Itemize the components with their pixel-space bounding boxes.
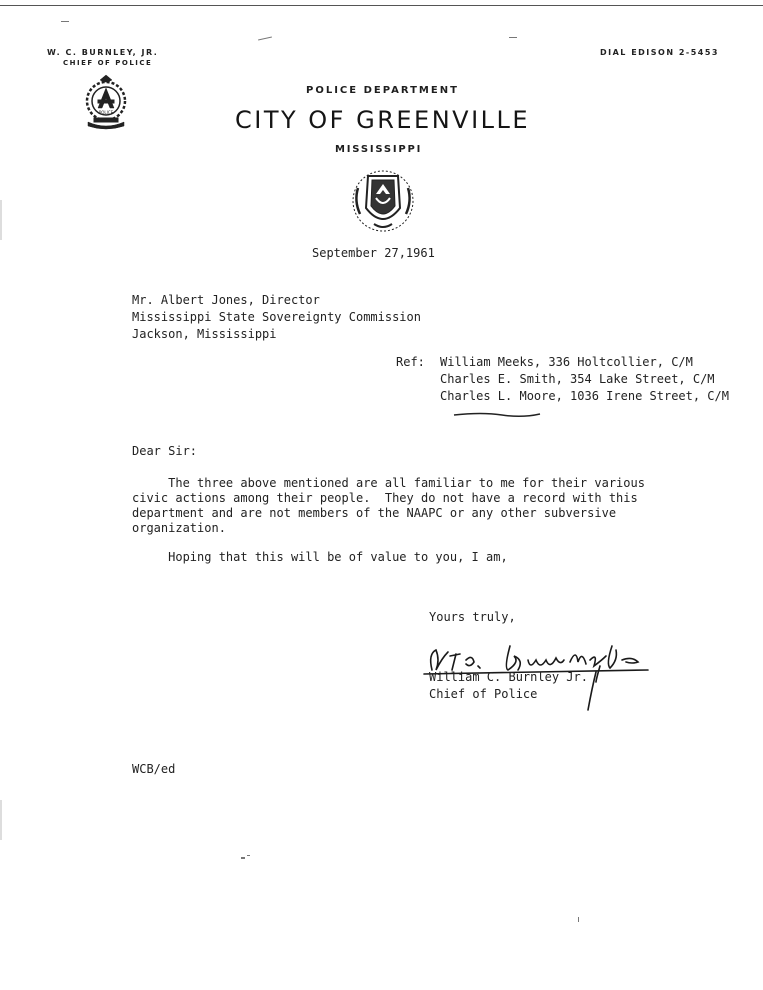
scan-mark xyxy=(61,21,69,22)
body-para-1-line-1: The three above mentioned are all familiar to me for their various xyxy=(132,476,645,490)
scan-edge xyxy=(0,800,2,840)
top-border-line xyxy=(0,5,763,6)
scan-mark xyxy=(578,917,579,922)
scan-mark xyxy=(247,855,250,856)
typist-initials: WCB/ed xyxy=(132,762,176,776)
recipient-line-1: Mr. Albert Jones, Director xyxy=(132,293,320,307)
salutation: Dear Sir: xyxy=(132,444,198,458)
closing: Yours truly, xyxy=(429,610,516,624)
letter-date: September 27,1961 xyxy=(312,246,435,260)
recipient-line-2: Mississippi State Sovereignty Commission xyxy=(132,310,421,324)
state-name: MISSISSIPPI xyxy=(335,144,423,155)
body-para-2: Hoping that this will be of value to you, I am, xyxy=(132,550,508,564)
police-badge-icon xyxy=(80,74,132,130)
badge-label: POLICE xyxy=(98,110,114,115)
scan-mark xyxy=(258,37,272,41)
reference-item-1: William Meeks, 336 Holtcollier, C/M xyxy=(440,355,693,369)
city-name: CITY OF GREENVILLE xyxy=(235,106,531,134)
scan-mark xyxy=(241,857,245,859)
scan-edge xyxy=(0,200,2,240)
phone-number: DIAL EDISON 2-5453 xyxy=(600,48,719,57)
reference-item-2: Charles E. Smith, 354 Lake Street, C/M xyxy=(440,372,715,386)
recipient-line-3: Jackson, Mississippi xyxy=(132,327,277,341)
scan-mark xyxy=(509,37,517,38)
chief-title-header: CHIEF OF POLICE xyxy=(63,59,153,67)
seal-icon xyxy=(350,168,416,234)
body-para-1-line-2: civic actions among their people. They do not have a record with this xyxy=(132,491,638,505)
reference-item-3: Charles L. Moore, 1036 Irene Street, C/M xyxy=(440,389,729,403)
department-name: POLICE DEPARTMENT xyxy=(306,85,459,96)
chief-name-header: W. C. BURNLEY, JR. xyxy=(47,48,159,57)
body-para-1-line-3: department and are not members of the NAAPC or any other subversive xyxy=(132,506,617,520)
reference-label: Ref: xyxy=(396,355,425,369)
body-para-1-line-4: organization. xyxy=(132,521,226,535)
signer-name: William C. Burnley Jr. xyxy=(429,670,588,684)
hand-underline xyxy=(452,410,542,418)
signer-title: Chief of Police xyxy=(429,687,538,701)
